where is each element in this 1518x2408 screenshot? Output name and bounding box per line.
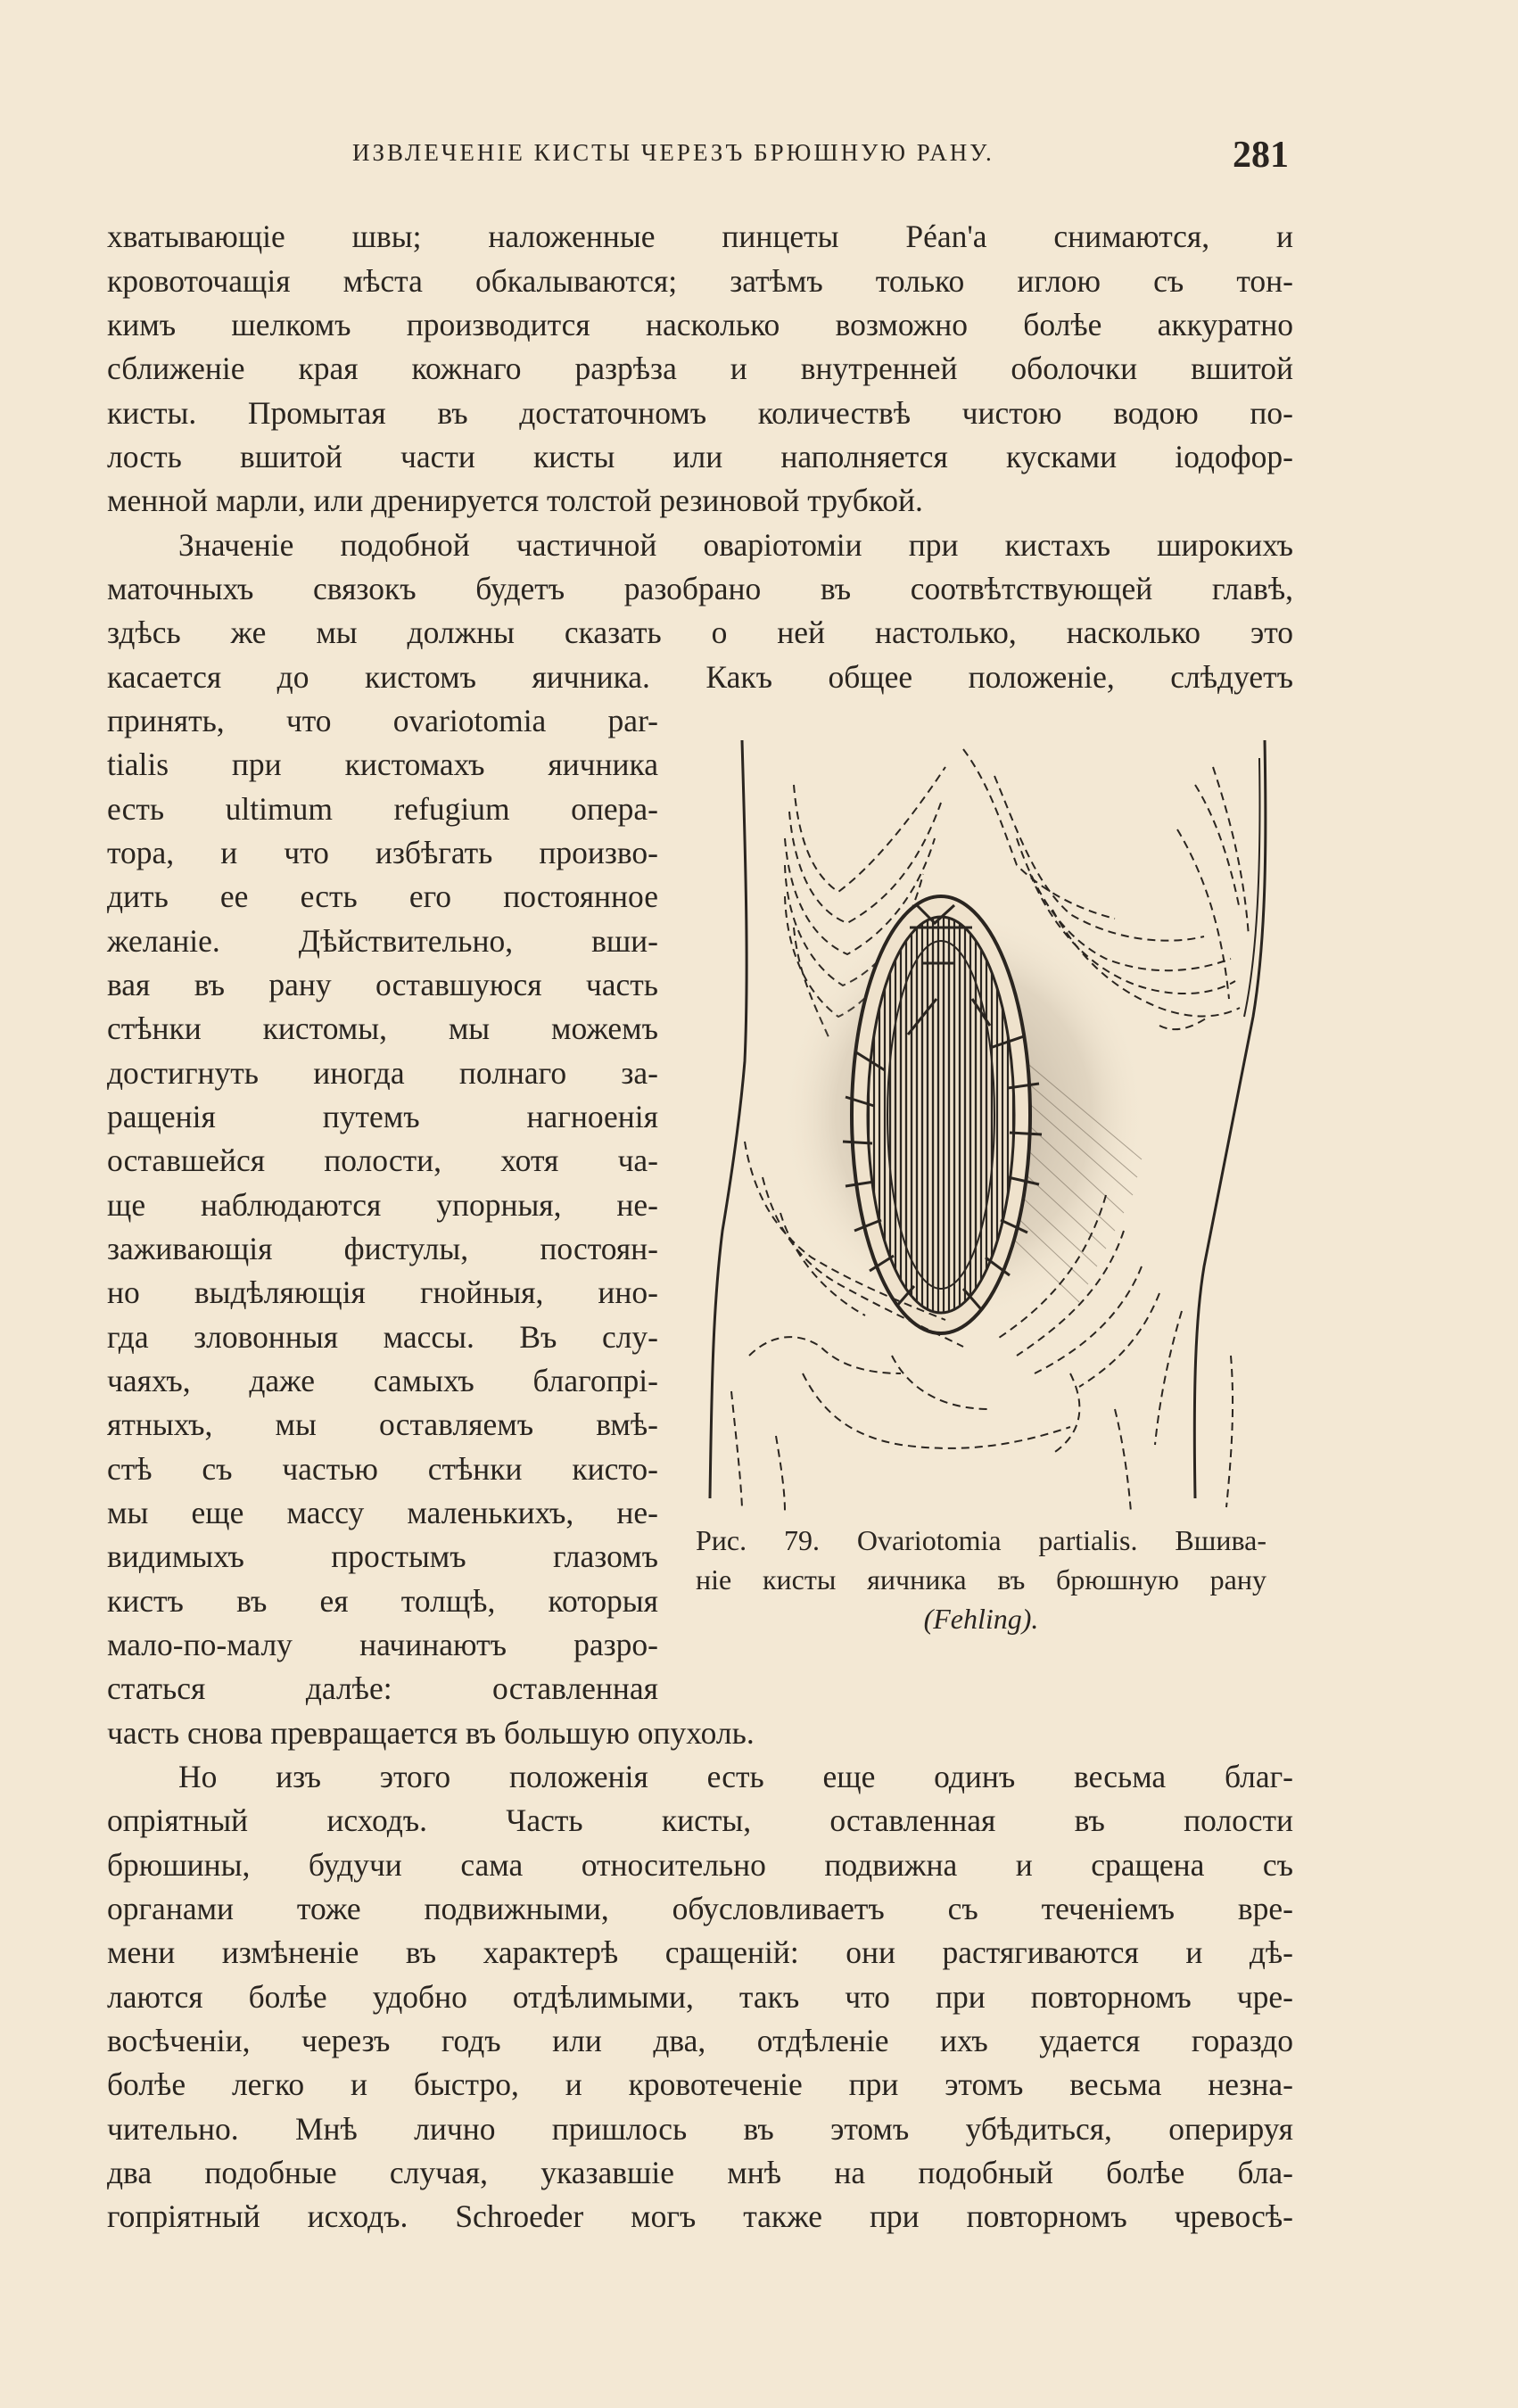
text-line: хватывающіе швы; наложенные пинцеты Péan'a снимаются, и xyxy=(107,219,1293,254)
figure-caption xyxy=(696,1521,1266,1638)
text-line: касается до кистомъ яичника. Какъ общее положеніе, слѣдуетъ xyxy=(107,659,1293,695)
body-outline-right xyxy=(1194,740,1266,1498)
text-line: вая въ рану оставшуюся часть xyxy=(107,967,658,1002)
page-number: 281 xyxy=(1233,135,1289,176)
text-line: желаніе. Дѣйствительно, вши- xyxy=(107,923,658,959)
text-line: маточныхъ связокъ будетъ разобрано въ соотвѣтствующей главѣ, xyxy=(107,571,1293,606)
text-line: но выдѣляющія гнойныя, ино- xyxy=(107,1274,658,1310)
text-line: кровоточащія мѣста обкалываются; затѣмъ только иглою съ тон- xyxy=(107,263,1293,299)
text-line: дить ее есть его постоянное xyxy=(107,878,658,914)
text-line: лаются болѣе удобно отдѣлимыми, такъ что при повторномъ чре- xyxy=(107,1979,1293,2015)
text-line: tialis при кистомахъ яичника xyxy=(107,746,658,782)
running-title: ИЗВЛЕЧЕНІЕ КИСТЫ ЧЕРЕЗЪ БРЮШНУЮ РАНУ. xyxy=(352,139,994,166)
text-line: здѣсь же мы должны сказать о ней настолько, насколько это xyxy=(107,614,1293,650)
page-header xyxy=(352,134,1289,178)
text-line: кистъ въ ея толщѣ, которыя xyxy=(107,1583,658,1619)
text-line: тора, и что избѣгать произво- xyxy=(107,835,658,870)
caption-line: (Fehling). xyxy=(923,1603,1039,1635)
text-line: опріятный исходъ. Часть кисты, оставленная въ полости xyxy=(107,1802,1293,1838)
text-line: мы еще массу маленькихъ, не- xyxy=(107,1495,658,1530)
figure-79-drawing xyxy=(696,731,1302,1516)
text-line: стѣнки кистомы, мы можемъ xyxy=(107,1010,658,1046)
text-line: Значеніе подобной частичной оваріотоміи при кистахъ широкихъ xyxy=(178,527,1293,563)
figure-illustration xyxy=(696,731,1302,1516)
text-line: мало-по-малу начинаютъ разро- xyxy=(107,1627,658,1662)
text-line: есть ultimum refugium опера- xyxy=(107,791,658,827)
text-line: сближеніе края кожнаго разрѣза и внутренней оболочки вшитой xyxy=(107,350,1293,386)
text-line: гопріятный исходъ. Schroeder могъ также при повторномъ чревосѣ- xyxy=(107,2198,1293,2234)
text-line: два подобные случая, указавшіе мнѣ на подобный болѣе бла- xyxy=(107,2155,1293,2190)
text-line: видимыхъ простымъ глазомъ xyxy=(107,1538,658,1574)
caption-line: Рис. 79. Ovariotomia partialis. Вшива- xyxy=(696,1524,1266,1556)
text-line: достигнуть иногда полнаго за- xyxy=(107,1055,658,1091)
text-line: мени измѣненіе въ характерѣ сращеній: они растягиваются и дѣ- xyxy=(107,1934,1293,1970)
text-line: ращенія путемъ нагноенія xyxy=(107,1099,658,1134)
caption-line: ніе кисты яичника въ брюшную рану xyxy=(696,1563,1266,1596)
text-line: кимъ шелкомъ производится насколько возможно болѣе аккуратно xyxy=(107,307,1293,342)
text-line: стѣ съ частью стѣнки кисто- xyxy=(107,1451,658,1487)
text-line: ятныхъ, мы оставляемъ вмѣ- xyxy=(107,1406,658,1442)
text-line: часть снова превращается въ большую опухоль. xyxy=(107,1715,755,1751)
text-line: гда зловонныя массы. Въ слу- xyxy=(107,1319,658,1355)
text-line: чительно. Мнѣ лично пришлось въ этомъ убѣдиться, оперируя xyxy=(107,2111,1293,2147)
text-line: болѣе легко и быстро, и кровотеченіе при этомъ весьма незна- xyxy=(107,2066,1293,2102)
text-line: заживающія фистулы, постоян- xyxy=(107,1231,658,1266)
text-line: статься далѣе: оставленная xyxy=(107,1670,658,1706)
text-line: кисты. Промытая въ достаточномъ количествѣ чистою водою по- xyxy=(107,395,1293,431)
body-outline-left xyxy=(710,740,747,1498)
text-line: органами тоже подвижными, обусловливаетъ съ теченіемъ вре- xyxy=(107,1891,1293,1926)
text-line: лость вшитой части кисты или наполняется кусками іодофор- xyxy=(107,439,1293,474)
text-line: Но изъ этого положенія есть еще одинъ весьма благ- xyxy=(178,1759,1293,1794)
text-line: брюшины, будучи сама относительно подвижна и сращена съ xyxy=(107,1847,1293,1883)
text-line: оставшейся полости, хотя ча- xyxy=(107,1142,658,1178)
text-line: чаяхъ, даже самыхъ благопрі- xyxy=(107,1363,658,1398)
text-line: менной марли, или дренируется толстой резиновой трубкой. xyxy=(107,482,923,518)
text-line: принять, что ovariotomia par- xyxy=(107,703,658,738)
text-line: восѣченіи, черезъ годъ или два, отдѣленіе ихъ удается гораздо xyxy=(107,2023,1293,2058)
text-line: ще наблюдаются упорныя, не- xyxy=(107,1187,658,1223)
